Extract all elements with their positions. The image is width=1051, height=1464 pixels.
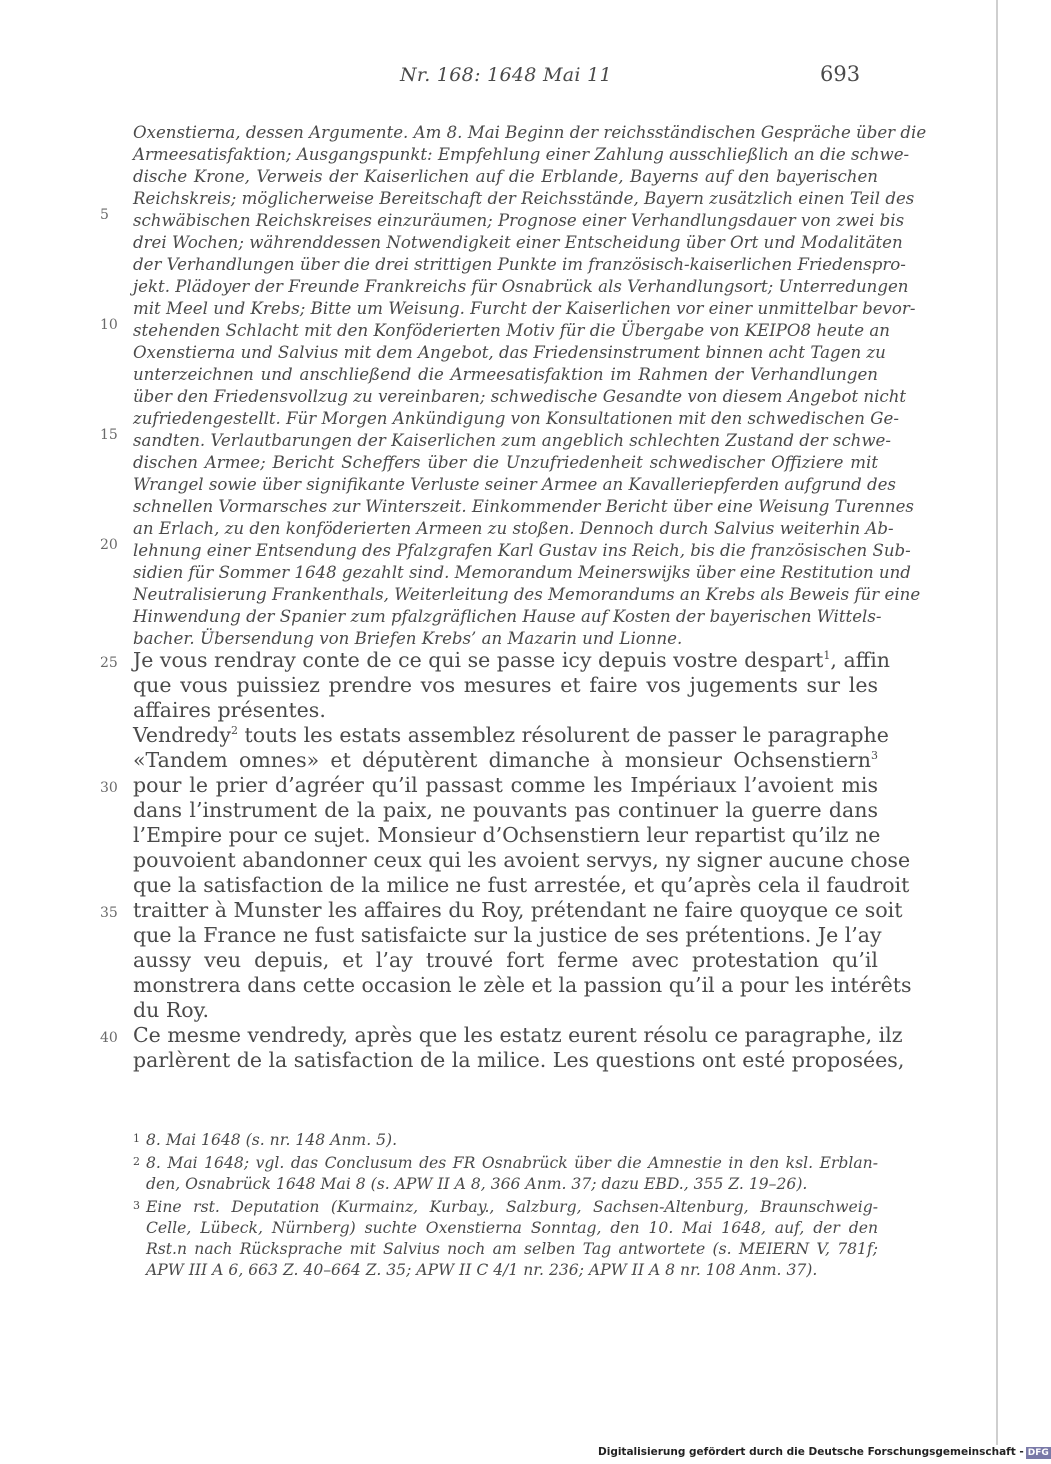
summary-line: jekt. Plädoyer der Freunde Frankreichs für Osnabrück als Verhandlungsort; Unterredungen (133, 277, 909, 296)
footnote-ref[interactable]: 3 (871, 749, 878, 762)
summary-line: sandten. Verlautbarungen der Kaiserlichen zum angeblich schlechten Zustand der schwe- (133, 431, 891, 450)
footnote (133, 1197, 878, 1281)
summary-line: Reichskreis; möglicherweise Bereitschaft der Reichsstände, Bayern zusätzlich einen Teil des (133, 189, 915, 208)
summary-line: Oxenstierna und Salvius mit dem Angebot, das Friedensinstrument binnen acht Tagen zu (133, 343, 886, 362)
page-edge-line (996, 0, 998, 1445)
text-line: Je vous rendray conte de ce qui se passe icy depuis vostre despart$^1$, affin (133, 648, 890, 672)
line-number: 20 (100, 537, 118, 553)
line-number: 25 (100, 655, 118, 671)
summary-line: Armeesatisfaktion; Ausgangspunkt: Empfehlung einer Zahlung ausschließlich an die schwe- (133, 145, 910, 164)
running-head: Nr. 168: 1648 Mai 11 (400, 64, 612, 86)
footnote-ref[interactable]: 1 (823, 649, 831, 662)
line-number: 40 (100, 1030, 118, 1046)
summary-line: lehnung einer Entsendung des Pfalzgrafen Karl Gustav ins Reich, bis die französischen Sub- (133, 541, 911, 560)
summary-line: bacher. Übersendung von Briefen Krebs’ an Mazarin und Lionne. (133, 629, 683, 648)
footnote-mark: 2 (133, 1155, 140, 1168)
footnote-line: APW III A 6, 663 Z. 40–664 Z. 35; APW II C 4/1 nr. 236; APW II A 8 nr. 108 Anm. 37). (146, 1261, 818, 1279)
text-line: que la satisfaction de la milice ne fust arrestée, et qu’après cela il faudroit (133, 873, 910, 897)
line-number: 10 (100, 317, 118, 333)
text-line: dans l’instrument de la paix, ne pouvants pas continuer la guerre dans (133, 798, 878, 822)
footnote-ref[interactable]: 2 (231, 724, 239, 737)
document-summary (133, 122, 927, 650)
footnotes (133, 1130, 878, 1283)
text-line: pour le prier d’agréer qu’il passast comme les Impériaux l’avoient mis (133, 773, 878, 797)
summary-line: Neutralisierung Frankenthals, Weiterleitung des Memorandums an Krebs als Beweis für eine (133, 585, 921, 604)
footnote-mark: 3 (133, 1199, 140, 1212)
line-number: 15 (100, 427, 118, 443)
summary-line: der Verhandlungen über die drei strittigen Punkte im französisch-kaiserlichen Friedenspro- (133, 255, 906, 274)
footnote-line: den, Osnabrück 1648 Mai 8 (s. APW II A 8, 366 Anm. 37; dazu EBD., 355 Z. 19–26). (146, 1175, 808, 1193)
footnote (133, 1153, 878, 1195)
digitization-credit: Digitalisierung gefördert durch die Deutsche Forschungsgemeinschaft - DFG (598, 1446, 1049, 1458)
footnote (133, 1130, 878, 1151)
text-line: aussy veu depuis, et l’ay trouvé fort ferme avec protestation qu’il (133, 948, 878, 972)
summary-line: dischen Armee; Bericht Scheffers über die Unzufriedenheit schwedischer Offiziere mit (133, 453, 878, 472)
text-line: que la France ne fust satisfaicte sur la justice de ses prétentions. Je l’ay (133, 923, 882, 947)
summary-line: schwäbischen Reichskreises einzuräumen; Prognose einer Verhandlungsdauer von zwei bis (133, 211, 905, 230)
summary-line: dische Krone, Verweis der Kaiserlichen auf die Erblande, Bayerns auf den bayerischen (133, 167, 878, 186)
summary-line: Hinwendung der Spanier zum pfalzgräflichen Hause auf Kosten der bayerischen Wittels- (133, 607, 882, 626)
text-line: Ce mesme vendredy, après que les estatz eurent résolu ce paragraphe, ilz (133, 1023, 903, 1047)
dfg-logo: DFG (1027, 1448, 1049, 1458)
text-line: que vous puissiez prendre vos mesures et faire vos jugements sur les (133, 673, 878, 697)
text-line: traitter à Munster les affaires du Roy, prétendant ne faire quoyque ce soit (133, 898, 903, 922)
summary-line: Wrangel sowie über signifikante Verluste seiner Armee an Kavalleriepferden aufgrund des (133, 475, 896, 494)
line-number: 35 (100, 905, 118, 921)
summary-line: drei Wochen; währenddessen Notwendigkeit einer Entscheidung über Ort und Modalitäten (133, 233, 903, 252)
summary-line: an Erlach, zu den konföderierten Armeen zu stoßen. Dennoch durch Salvius weiterhin Ab- (133, 519, 894, 538)
summary-line: unterzeichnen und anschließend die Armeesatisfaktion im Rahmen der Verhandlungen (133, 365, 878, 384)
text-line: parlèrent de la satisfaction de la milice. Les questions ont esté proposées, (133, 1048, 905, 1072)
footnote-line: Eine rst. Deputation (Kurmainz, Kurbay., Salzburg, Sachsen-Altenburg, Braunschweig- (146, 1198, 878, 1216)
text-line: Vendredy$^2$ touts les estats assemblez résolurent de passer le paragraphe (133, 723, 889, 747)
summary-line: mit Meel und Krebs; Bitte um Weisung. Furcht der Kaiserlichen vor einer unmittelbar bevor- (133, 299, 916, 318)
text-line: monstrera dans cette occasion le zèle et la passion qu’il a pour les intérêts (133, 973, 912, 997)
line-number: 5 (100, 207, 109, 223)
line-number: 30 (100, 780, 118, 796)
footnote-line: 8. Mai 1648 (s. nr. 148 Anm. 5). (146, 1131, 398, 1149)
summary-line: Oxenstierna, dessen Argumente. Am 8. Mai Beginn der reichsständischen Gespräche über die (133, 123, 927, 142)
footnote-line: 8. Mai 1648; vgl. das Conclusum des FR Osnabrück über die Amnestie in den ksl. Erblan- (146, 1154, 878, 1172)
text-line: pouvoient abandonner ceux qui les avoient servys, ny signer aucune chose (133, 848, 911, 872)
footnote-mark: 1 (133, 1132, 140, 1145)
text-line: du Roy. (133, 998, 209, 1022)
text-line: l’Empire pour ce sujet. Monsieur d’Ochsenstiern leur repartist qu’ilz ne (133, 823, 881, 847)
letter-text (133, 648, 912, 1073)
footnote-line: Celle, Lübeck, Nürnberg) suchte Oxenstierna Sonntag, den 10. Mai 1648, auf, der den (146, 1219, 878, 1237)
summary-line: schnellen Vormarsches zur Winterszeit. Einkommender Bericht über eine Weisung Turennes (133, 497, 914, 516)
summary-line: über den Friedensvollzug zu vereinbaren; schwedische Gesandte von diesem Angebot nicht (133, 387, 907, 406)
page-number: 693 (820, 62, 861, 86)
summary-line: sidien für Sommer 1648 gezahlt sind. Memorandum Meinerswijks über eine Restitution und (133, 563, 911, 582)
text-line: affaires présentes. (133, 698, 326, 722)
summary-line: stehenden Schlacht mit den Konföderierten Motiv für die Übergabe von KEIPO8 heute an (133, 321, 890, 340)
footnote-line: Rst.n nach Rücksprache mit Salvius noch am selben Tag antwortete (s. MEIERN V, 781f; (146, 1240, 878, 1258)
text-line: «Tandem omnes» et députèrent dimanche à monsieur Ochsenstiern$^3$ (133, 748, 878, 772)
summary-line: zufriedengestellt. Für Morgen Ankündigung von Konsultationen mit den schwedischen Ge- (133, 409, 899, 428)
